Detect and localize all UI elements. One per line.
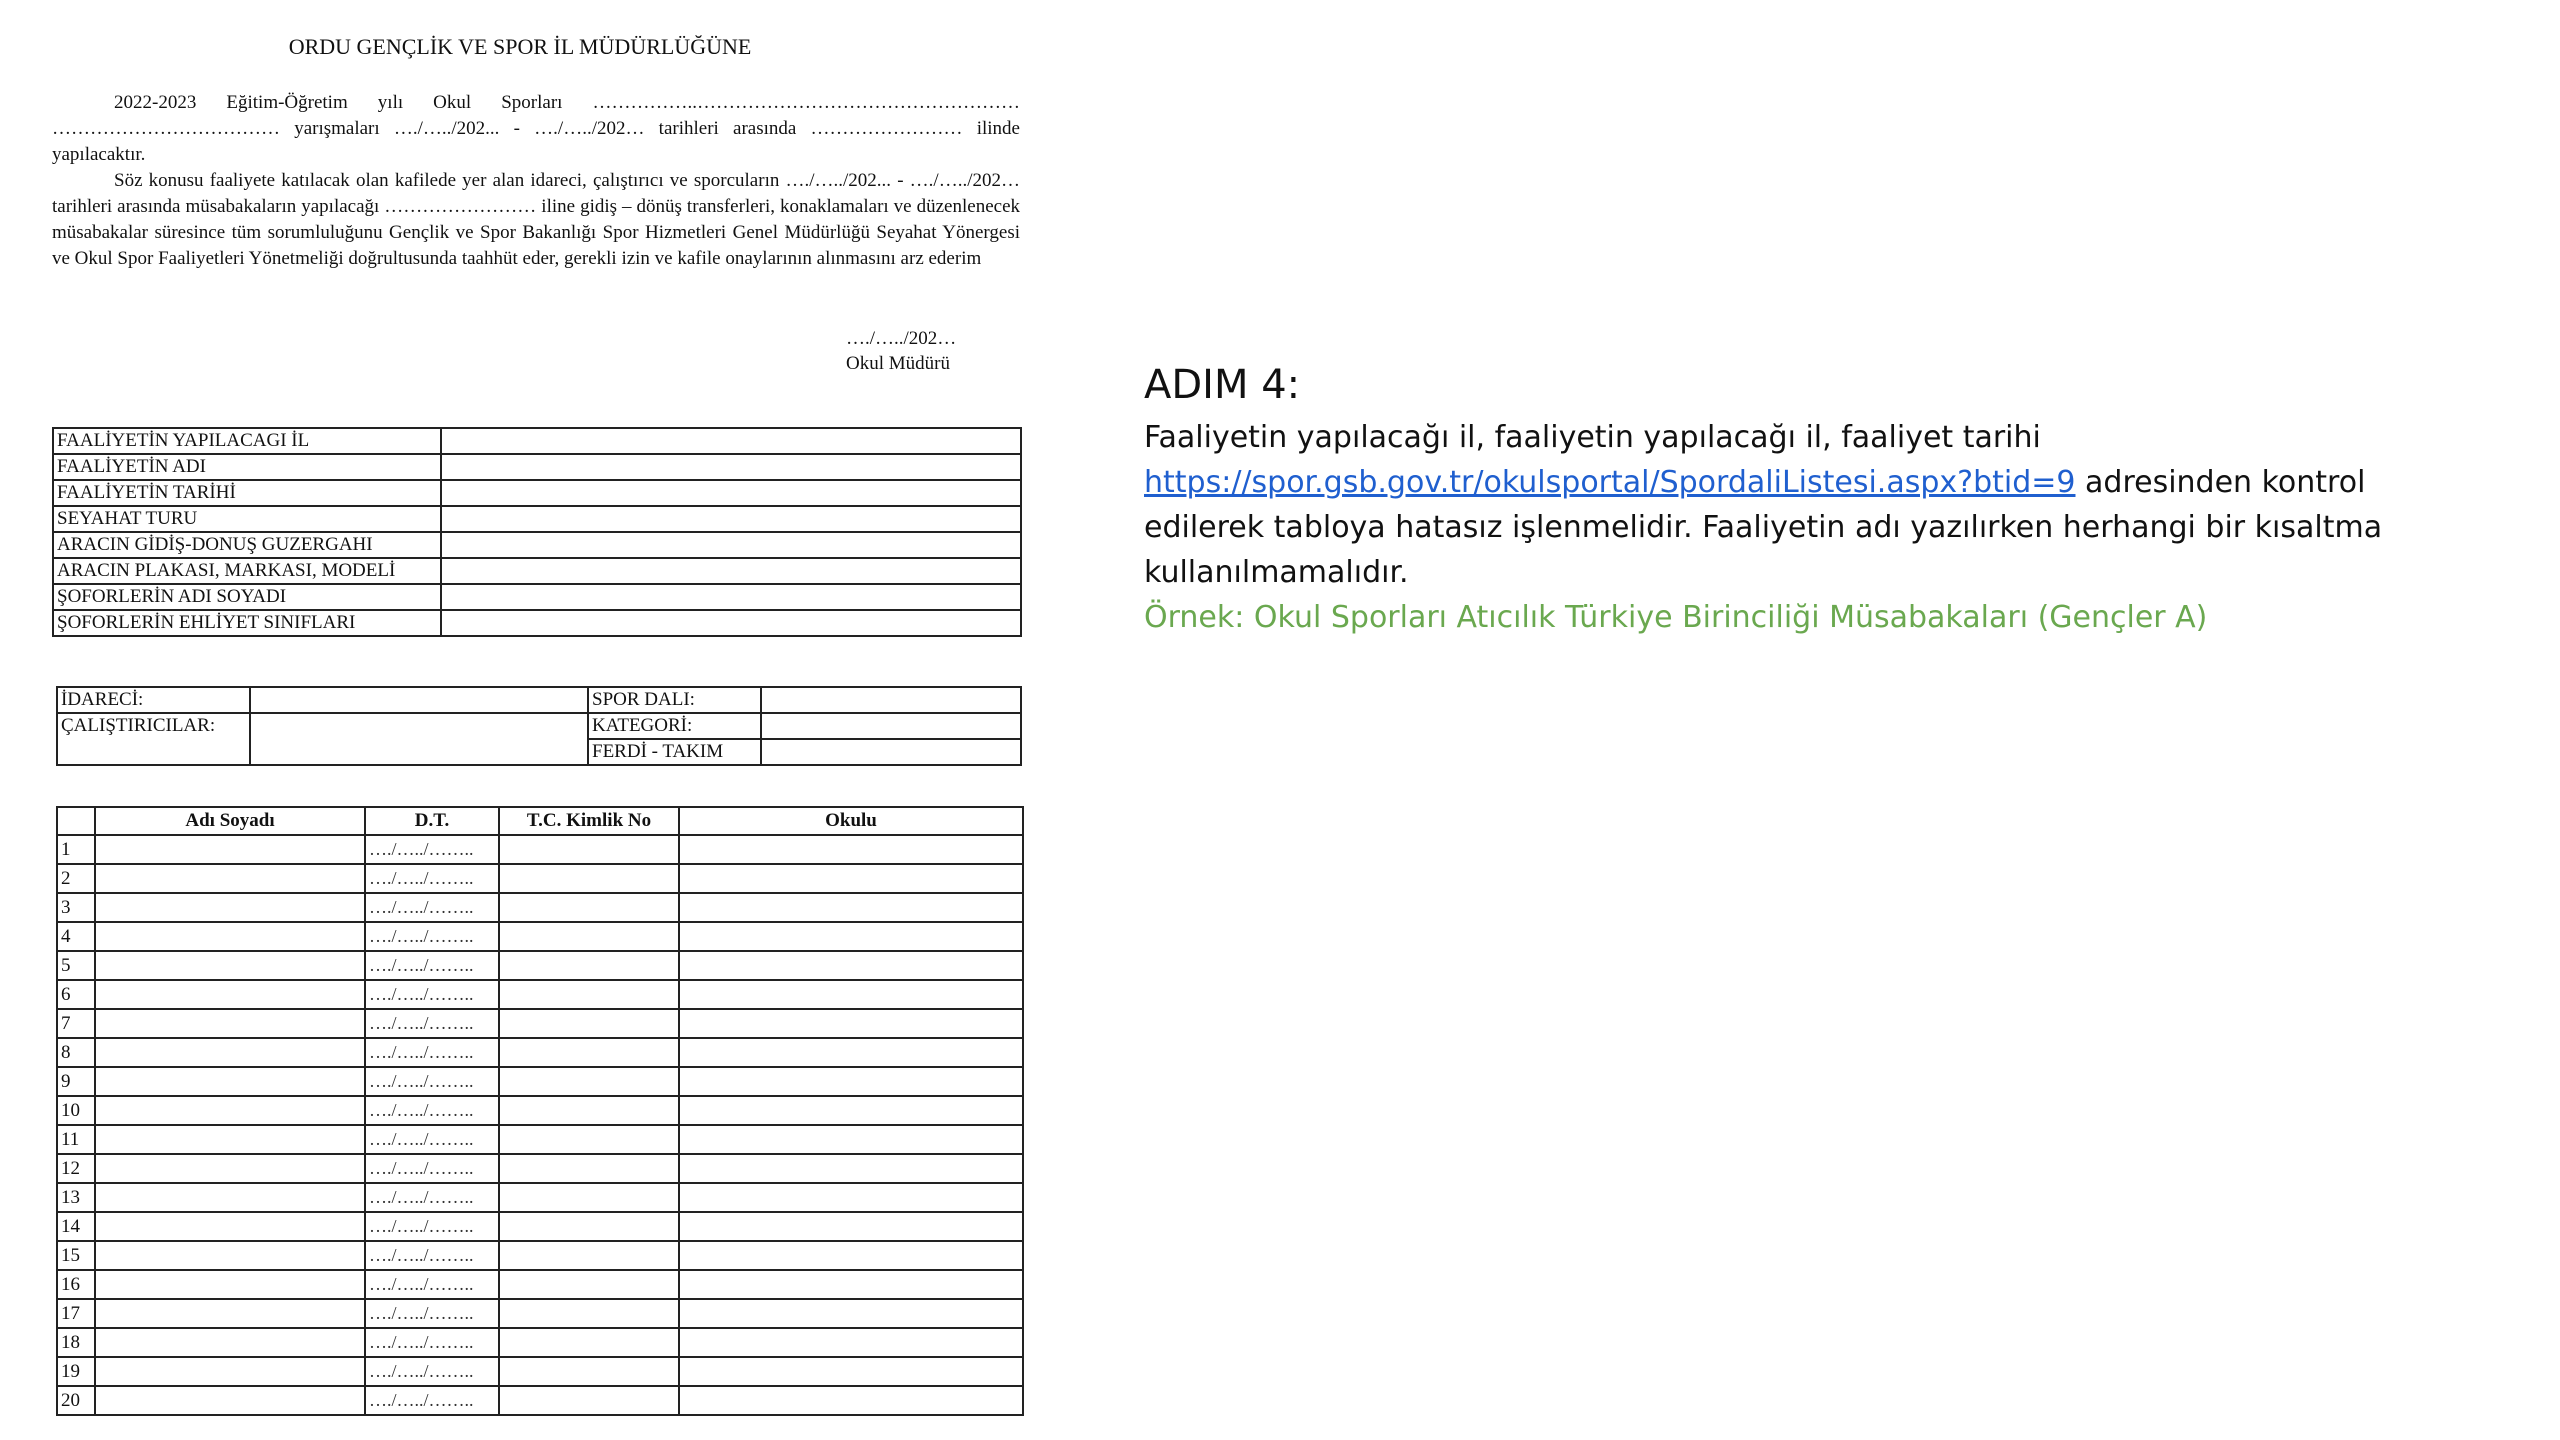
info-row-label: ŞOFORLERİN ADI SOYADI <box>53 584 441 610</box>
signature-block <box>846 326 956 376</box>
athlete-birthdate-cell[interactable]: …./…../…….. <box>365 1270 499 1299</box>
athlete-name-cell[interactable] <box>95 1328 365 1357</box>
info-row-value[interactable] <box>441 428 1021 454</box>
athlete-row <box>57 1009 1023 1038</box>
athlete-tc-cell[interactable] <box>499 1299 679 1328</box>
athlete-birthdate-cell[interactable]: …./…../…….. <box>365 1357 499 1386</box>
athlete-birthdate-cell[interactable]: …./…../…….. <box>365 1183 499 1212</box>
info-row-value[interactable] <box>441 610 1021 636</box>
athlete-school-cell[interactable] <box>679 1096 1023 1125</box>
info-row-label: ARACIN GİDİŞ-DONUŞ GUZERGAHI <box>53 532 441 558</box>
athlete-name-cell[interactable] <box>95 951 365 980</box>
spordali-list-link[interactable]: https://spor.gsb.gov.tr/okulsportal/SpordaliListesi.aspx?btid=9 <box>1144 465 2076 500</box>
athlete-name-cell[interactable] <box>95 1386 365 1415</box>
athlete-row <box>57 1270 1023 1299</box>
athlete-birthdate-cell[interactable]: …./…../…….. <box>365 835 499 864</box>
col-header-school: Okulu <box>679 807 1023 835</box>
athlete-school-cell[interactable] <box>679 864 1023 893</box>
athlete-row-number: 18 <box>57 1328 95 1357</box>
info-row-value[interactable] <box>441 584 1021 610</box>
athlete-tc-cell[interactable] <box>499 1241 679 1270</box>
athlete-row <box>57 1067 1023 1096</box>
athlete-row <box>57 835 1023 864</box>
athlete-row <box>57 1299 1023 1328</box>
athlete-school-cell[interactable] <box>679 1386 1023 1415</box>
athlete-row-number: 11 <box>57 1125 95 1154</box>
athlete-row <box>57 864 1023 893</box>
athlete-row-number: 4 <box>57 922 95 951</box>
col-header-dt: D.T. <box>365 807 499 835</box>
info-row-label: SEYAHAT TURU <box>53 506 441 532</box>
info-row <box>53 506 1021 532</box>
athlete-row-number: 20 <box>57 1386 95 1415</box>
col-header-tc: T.C. Kimlik No <box>499 807 679 835</box>
athlete-row-number: 6 <box>57 980 95 1009</box>
athlete-row <box>57 1183 1023 1212</box>
athlete-row <box>57 1125 1023 1154</box>
athlete-birthdate-cell[interactable]: …./…../…….. <box>365 1096 499 1125</box>
athlete-name-cell[interactable] <box>95 1067 365 1096</box>
info-row-value[interactable] <box>441 454 1021 480</box>
athlete-name-cell[interactable] <box>95 835 365 864</box>
athlete-name-cell[interactable] <box>95 1038 365 1067</box>
athlete-row-number: 8 <box>57 1038 95 1067</box>
athlete-tc-cell[interactable] <box>499 1096 679 1125</box>
athlete-birthdate-cell[interactable]: …./…../…….. <box>365 1067 499 1096</box>
athlete-tc-cell[interactable] <box>499 1386 679 1415</box>
athlete-row-number: 7 <box>57 1009 95 1038</box>
signature-title: Okul Müdürü <box>846 353 950 374</box>
info-row-value[interactable] <box>441 532 1021 558</box>
athlete-row-number: 19 <box>57 1357 95 1386</box>
athlete-row-number: 9 <box>57 1067 95 1096</box>
athlete-tc-cell[interactable] <box>499 922 679 951</box>
athlete-school-cell[interactable] <box>679 1038 1023 1067</box>
spor-dali-label: SPOR DALI: <box>588 687 761 713</box>
athlete-school-cell[interactable] <box>679 1328 1023 1357</box>
ferdi-takim-value[interactable] <box>761 739 1021 765</box>
athlete-name-cell[interactable] <box>95 1096 365 1125</box>
info-row <box>53 428 1021 454</box>
step-description <box>1144 415 2444 595</box>
athlete-name-cell[interactable] <box>95 893 365 922</box>
athlete-school-cell[interactable] <box>679 1125 1023 1154</box>
athlete-row-number: 10 <box>57 1096 95 1125</box>
calistiricilar-value[interactable] <box>250 713 588 765</box>
athlete-tc-cell[interactable] <box>499 1154 679 1183</box>
info-row-label: FAALİYETİN ADI <box>53 454 441 480</box>
athlete-name-cell[interactable] <box>95 922 365 951</box>
athlete-birthdate-cell[interactable]: …./…../…….. <box>365 1154 499 1183</box>
athlete-row <box>57 1241 1023 1270</box>
athlete-row <box>57 1038 1023 1067</box>
athlete-school-cell[interactable] <box>679 1357 1023 1386</box>
athlete-name-cell[interactable] <box>95 1154 365 1183</box>
athlete-tc-cell[interactable] <box>499 1357 679 1386</box>
athlete-tc-cell[interactable] <box>499 951 679 980</box>
athlete-tc-cell[interactable] <box>499 835 679 864</box>
athlete-birthdate-cell[interactable]: …./…../…….. <box>365 893 499 922</box>
athlete-row <box>57 1212 1023 1241</box>
athlete-row-number: 5 <box>57 951 95 980</box>
info-row-value[interactable] <box>441 480 1021 506</box>
spor-dali-value[interactable] <box>761 687 1021 713</box>
athlete-school-cell[interactable] <box>679 893 1023 922</box>
athlete-row-number: 1 <box>57 835 95 864</box>
athlete-school-cell[interactable] <box>679 980 1023 1009</box>
kategori-label: KATEGORİ: <box>588 713 761 739</box>
step-text-line2: adresinden kontrol edilerek tabloya hatasız işlenmelidir. Faaliyetin adı yazılırken herhangi bir kısaltma kullanılmamalıdır. <box>1144 465 2383 590</box>
athlete-school-cell[interactable] <box>679 1183 1023 1212</box>
info-row <box>53 454 1021 480</box>
info-row <box>53 480 1021 506</box>
info-row <box>53 610 1021 636</box>
step-example: Örnek: Okul Sporları Atıcılık Türkiye Birinciliği Müsabakaları (Gençler A) <box>1144 600 2208 635</box>
athlete-school-cell[interactable] <box>679 1067 1023 1096</box>
athlete-name-cell[interactable] <box>95 980 365 1009</box>
athlete-birthdate-cell[interactable]: …./…../…….. <box>365 864 499 893</box>
athlete-school-cell[interactable] <box>679 922 1023 951</box>
athlete-birthdate-cell[interactable]: …./…../…….. <box>365 1241 499 1270</box>
athlete-birthdate-cell[interactable]: …./…../…….. <box>365 980 499 1009</box>
athlete-school-cell[interactable] <box>679 835 1023 864</box>
athlete-birthdate-cell[interactable]: …./…../…….. <box>365 1386 499 1415</box>
athlete-birthdate-cell[interactable]: …./…../…….. <box>365 1299 499 1328</box>
athlete-row <box>57 1386 1023 1415</box>
athlete-tc-cell[interactable] <box>499 1009 679 1038</box>
athlete-birthdate-cell[interactable]: …./…../…….. <box>365 922 499 951</box>
athlete-row-number: 16 <box>57 1270 95 1299</box>
athlete-school-cell[interactable] <box>679 1154 1023 1183</box>
athlete-row <box>57 1357 1023 1386</box>
info-row-label: FAALİYETİN YAPILACAGI İL <box>53 428 441 454</box>
athlete-tc-cell[interactable] <box>499 1067 679 1096</box>
athlete-birthdate-cell[interactable]: …./…../…….. <box>365 1009 499 1038</box>
staff-table <box>56 686 1022 766</box>
athlete-row <box>57 1328 1023 1357</box>
col-header-name: Adı Soyadı <box>95 807 365 835</box>
athlete-school-cell[interactable] <box>679 1009 1023 1038</box>
athlete-tc-cell[interactable] <box>499 1038 679 1067</box>
athlete-school-cell[interactable] <box>679 1299 1023 1328</box>
kategori-value[interactable] <box>761 713 1021 739</box>
ferdi-takim-label: FERDİ - TAKIM <box>588 739 761 765</box>
athlete-row-number: 15 <box>57 1241 95 1270</box>
athlete-birthdate-cell[interactable]: …./…../…….. <box>365 1328 499 1357</box>
athlete-row-number: 3 <box>57 893 95 922</box>
athlete-row <box>57 893 1023 922</box>
form-title: ORDU GENÇLİK VE SPOR İL MÜDÜRLÜĞÜNE <box>288 34 752 59</box>
calistiricilar-label: ÇALIŞTIRICILAR: <box>57 713 250 765</box>
athlete-tc-cell[interactable] <box>499 1212 679 1241</box>
step-text-line1: Faaliyetin yapılacağı il, faaliyetin yapılacağı il, faaliyet tarihi <box>1144 420 2041 455</box>
info-row <box>53 532 1021 558</box>
info-row-label: ŞOFORLERİN EHLİYET SINIFLARI <box>53 610 441 636</box>
info-row-label: FAALİYETİN TARİHİ <box>53 480 441 506</box>
info-row-value[interactable] <box>441 558 1021 584</box>
athlete-tc-cell[interactable] <box>499 1183 679 1212</box>
info-row-value[interactable] <box>441 506 1021 532</box>
idareci-label: İDARECİ: <box>57 687 250 713</box>
athlete-school-cell[interactable] <box>679 1212 1023 1241</box>
athlete-row <box>57 951 1023 980</box>
athlete-birthdate-cell[interactable]: …./…../…….. <box>365 1212 499 1241</box>
athlete-birthdate-cell[interactable]: …./…../…….. <box>365 1125 499 1154</box>
athlete-row-number: 2 <box>57 864 95 893</box>
form-paragraph-1: 2022-2023 Eğitim-Öğretim yılı Okul Sporları ……………..…………………………………………… ……………………………… yarışmaları …./…../202... - …./…../202… tarihleri arasında …………………… ilinde yapılacaktır. <box>52 92 1020 165</box>
athlete-name-cell[interactable] <box>95 1299 365 1328</box>
athlete-school-cell[interactable] <box>679 1270 1023 1299</box>
athlete-school-cell[interactable] <box>679 1241 1023 1270</box>
step-instructions <box>1144 355 2444 640</box>
athlete-name-cell[interactable] <box>95 1270 365 1299</box>
signature-date: …./…../202… <box>846 328 957 349</box>
athlete-name-cell[interactable] <box>95 1212 365 1241</box>
athlete-tc-cell[interactable] <box>499 1328 679 1357</box>
athlete-school-cell[interactable] <box>679 951 1023 980</box>
athletes-table <box>56 806 1024 1416</box>
athlete-tc-cell[interactable] <box>499 864 679 893</box>
col-header-number <box>57 807 95 835</box>
athlete-name-cell[interactable] <box>95 1125 365 1154</box>
athlete-row-number: 13 <box>57 1183 95 1212</box>
athlete-row-number: 17 <box>57 1299 95 1328</box>
athlete-name-cell[interactable] <box>95 1241 365 1270</box>
athlete-name-cell[interactable] <box>95 1183 365 1212</box>
athlete-row <box>57 1154 1023 1183</box>
athlete-row <box>57 922 1023 951</box>
form-paragraph-2: Söz konusu faaliyete katılacak olan kafilede yer alan idareci, çalıştırıcı ve sporcuların …./…../202... - …./…../202… tarihleri arasında müsabakaların yapılacağı …………………… iline gidiş – dönüş transferleri, konaklamaları ve düzenlenecek müsabakalar süresince tüm sorumluluğunu Gençlik ve Spor Bakanlığı Spor Hizmetleri Genel Müdürlüğü Seyahat Yönergesi ve Okul Spor Faaliyetleri Yönetmeliği doğrultusunda taahhüt eder, gerekli izin ve kafile onaylarının alınmasını arz ederim <box>52 170 1020 269</box>
athlete-name-cell[interactable] <box>95 1009 365 1038</box>
athlete-tc-cell[interactable] <box>499 1125 679 1154</box>
info-row <box>53 558 1021 584</box>
athlete-row <box>57 1096 1023 1125</box>
athlete-name-cell[interactable] <box>95 864 365 893</box>
athlete-row-number: 12 <box>57 1154 95 1183</box>
athlete-row <box>57 980 1023 1009</box>
info-row-label: ARACIN PLAKASI, MARKASI, MODELİ <box>53 558 441 584</box>
athlete-row-number: 14 <box>57 1212 95 1241</box>
athlete-birthdate-cell[interactable]: …./…../…….. <box>365 951 499 980</box>
athlete-tc-cell[interactable] <box>499 893 679 922</box>
info-row <box>53 584 1021 610</box>
activity-info-table <box>52 427 1022 637</box>
athlete-name-cell[interactable] <box>95 1357 365 1386</box>
athlete-birthdate-cell[interactable]: …./…../…….. <box>365 1038 499 1067</box>
athlete-tc-cell[interactable] <box>499 1270 679 1299</box>
idareci-value[interactable] <box>250 687 588 713</box>
athlete-tc-cell[interactable] <box>499 980 679 1009</box>
application-form <box>0 0 1040 1440</box>
step-title: ADIM 4: <box>1144 362 1301 408</box>
